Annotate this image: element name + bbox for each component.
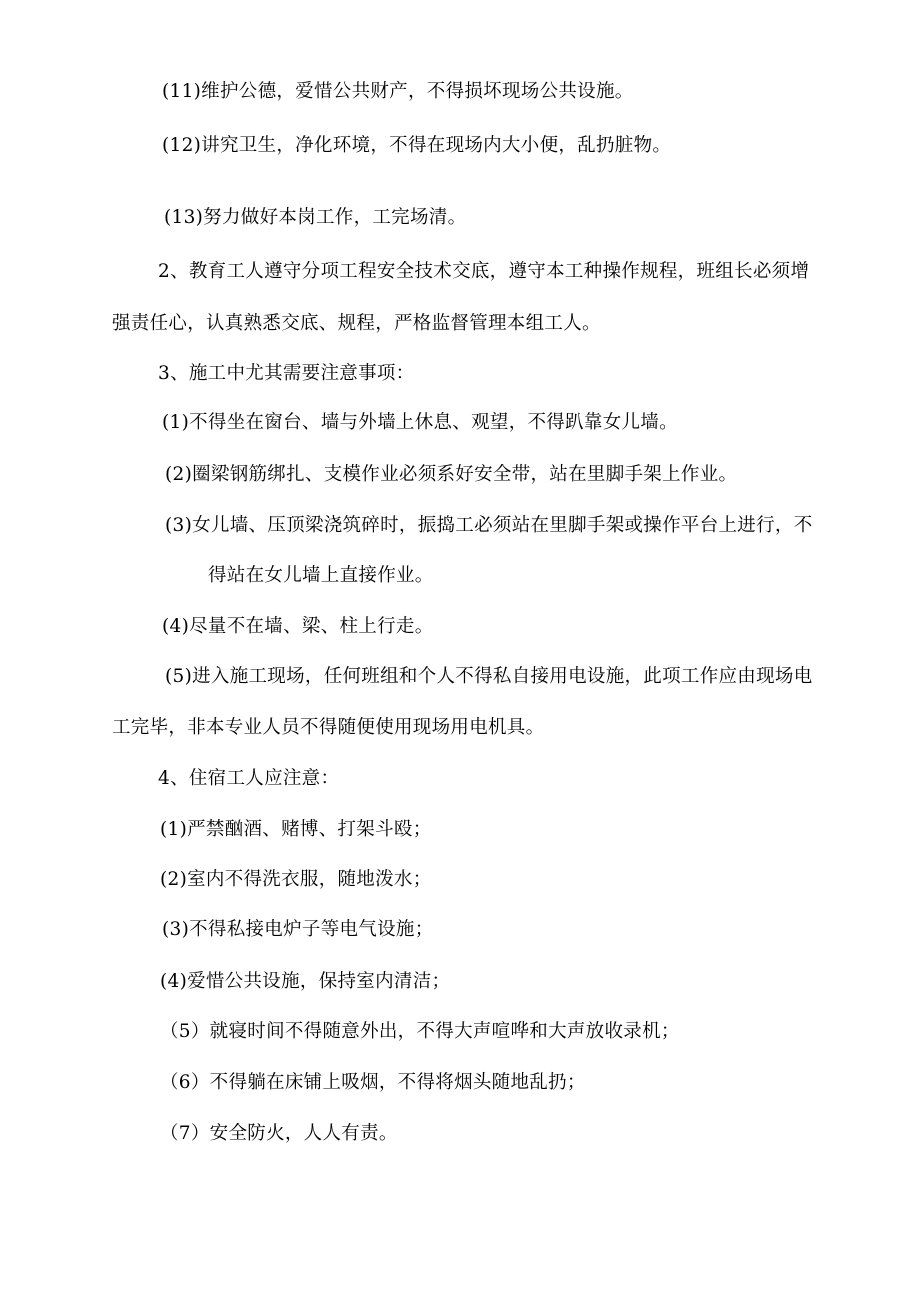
section-3: 3、施工中尤其需要注意事项： xyxy=(158,363,415,384)
rule-13: (13)努力做好本岗工作，工完场清。 xyxy=(164,207,467,228)
item-3-1: (1)不得坐在窗台、墙与外墙上休息、观望，不得趴靠女儿墙。 xyxy=(162,412,678,433)
section-4: 4、住宿工人应注意： xyxy=(158,768,340,789)
item-4-5: （5）就寝时间不得随意外出，不得大声喧哗和大声放收录机； xyxy=(160,1021,680,1042)
section-2-cont: 强责任心，认真熟悉交底、规程，严格监督管理本组工人。 xyxy=(112,313,601,334)
item-3-4: (4)尽量不在墙、梁、柱上行走。 xyxy=(162,616,434,637)
item-4-2: (2)室内不得洗衣服，随地泼水； xyxy=(160,869,432,890)
item-4-3: (3)不得私接电炉子等电气设施； xyxy=(162,919,434,940)
item-3-3-cont: 得站在女儿墙上直接作业。 xyxy=(208,565,434,586)
rule-12: (12)讲究卫生，净化环境，不得在现场内大小便，乱扔脏物。 xyxy=(162,135,672,156)
item-3-5-cont: 工完毕，非本专业人员不得随便使用现场用电机具。 xyxy=(112,717,545,738)
item-4-6: （6）不得躺在床铺上吸烟，不得将烟头随地乱扔； xyxy=(160,1072,586,1093)
item-3-5: (5)进入施工现场，任何班组和个人不得私自接用电设施，此项工作应由现场电 xyxy=(165,666,813,687)
section-2: 2、教育工人遵守分项工程安全技术交底，遵守本工种操作规程，班组长必须增 xyxy=(158,261,810,282)
item-3-3: (3)女儿墙、压顶梁浇筑碎时，振捣工必须站在里脚手架或操作平台上进行，不 xyxy=(165,515,813,536)
rule-11: (11)维护公德，爱惜公共财产，不得损坏现场公共设施。 xyxy=(162,81,634,102)
item-4-1: (1)严禁酗酒、赌博、打架斗殴； xyxy=(160,819,432,840)
item-4-4: (4)爱惜公共设施，保持室内清洁； xyxy=(160,971,451,992)
item-3-2: (2)圈梁钢筋绑扎、支模作业必须系好安全带，站在里脚手架上作业。 xyxy=(165,464,738,485)
item-4-7: （7）安全防火，人人有责。 xyxy=(160,1123,398,1144)
